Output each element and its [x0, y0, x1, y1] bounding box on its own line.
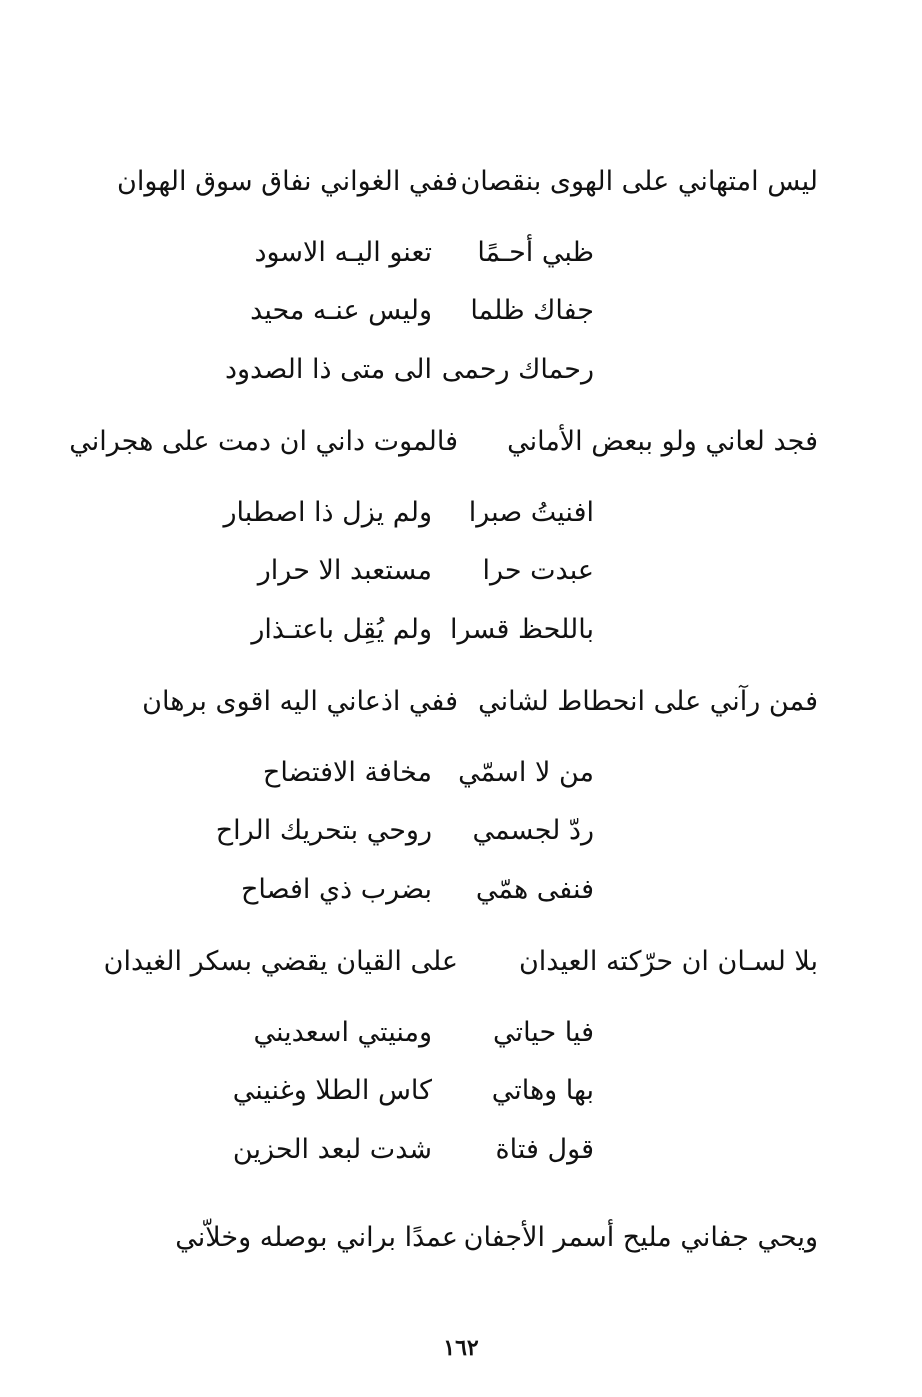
refrain-line-1	[96, 162, 818, 202]
verse-line	[244, 753, 594, 793]
closing-line	[96, 1218, 818, 1258]
first-hemistich: فجد لعاني ولو ببعض الأماني	[507, 426, 818, 457]
first-hemistich: فيا حياتي	[493, 1017, 594, 1048]
refrain-line-4	[96, 942, 818, 982]
verse-line	[223, 493, 594, 533]
verse-line	[232, 1071, 594, 1111]
second-hemistich: مستعبد الا حرار	[257, 555, 432, 586]
second-hemistich: الى متى ذا الصدود	[225, 354, 432, 385]
first-hemistich: عبدت حرا	[482, 555, 594, 586]
first-hemistich: بها وهاتي	[491, 1075, 594, 1106]
second-hemistich: ولم يزل ذا اصطبار	[223, 497, 432, 528]
refrain-line-2	[69, 422, 818, 462]
verse-line	[244, 1013, 594, 1053]
second-hemistich: ولم يُقِل باعتـذار	[251, 614, 432, 645]
first-hemistich: ردّ لجسمي	[472, 815, 594, 846]
second-hemistich: ففي الغواني نفاق سوق الهوان	[117, 166, 458, 197]
refrain-line-3	[96, 682, 818, 722]
verse-line	[244, 291, 594, 331]
first-hemistich: ليس امتهاني على الهوى بنقصان	[460, 166, 818, 197]
first-hemistich: افنيتُ صبرا	[468, 497, 594, 528]
second-hemistich: ومنيتي اسعديني	[253, 1017, 432, 1048]
first-hemistich: فمن رآني على انحطاط لشاني	[478, 686, 818, 717]
first-hemistich: جفاك ظلما	[470, 295, 594, 326]
verse-line	[225, 350, 594, 390]
verse-line	[244, 610, 594, 650]
first-hemistich: بلا لسـان ان حرّكته العيدان	[518, 946, 818, 977]
second-hemistich: عمدًا براني بوصله وخلاّني	[175, 1222, 458, 1253]
verse-line	[244, 551, 594, 591]
verse-line	[215, 811, 594, 851]
first-hemistich: قول فتاة	[495, 1134, 594, 1165]
first-hemistich: باللحظ قسرا	[450, 614, 594, 645]
first-hemistich: من لا اسمّي	[458, 757, 594, 788]
second-hemistich: على القيان يقضي بسكر الغيدان	[103, 946, 458, 977]
verse-line	[244, 233, 594, 273]
first-hemistich: رحماك رحمى	[441, 354, 594, 385]
second-hemistich: مخافة الافتضاح	[262, 757, 432, 788]
second-hemistich: شدت لبعد الحزين	[232, 1134, 432, 1165]
first-hemistich: ظبي أحـمًا	[477, 237, 594, 268]
second-hemistich: ففي اذعاني اليه اقوى برهان	[142, 686, 458, 717]
second-hemistich: روحي بتحريك الراح	[215, 815, 432, 846]
second-hemistich: فالموت داني ان دمت على هجراني	[69, 426, 458, 457]
page-number: ١٦٢	[443, 1335, 479, 1361]
second-hemistich: كاس الطلا وغنيني	[232, 1075, 432, 1106]
verse-line	[240, 870, 594, 910]
second-hemistich: وليس عنـه محيد	[250, 295, 432, 326]
second-hemistich: تعنو اليـه الاسود	[254, 237, 432, 268]
first-hemistich: فنفى همّي	[475, 874, 594, 905]
second-hemistich: بضرب ذي افصاح	[240, 874, 432, 905]
first-hemistich: ويحي جفاني مليح أسمر الأجفان	[463, 1222, 818, 1253]
verse-line	[232, 1130, 594, 1170]
